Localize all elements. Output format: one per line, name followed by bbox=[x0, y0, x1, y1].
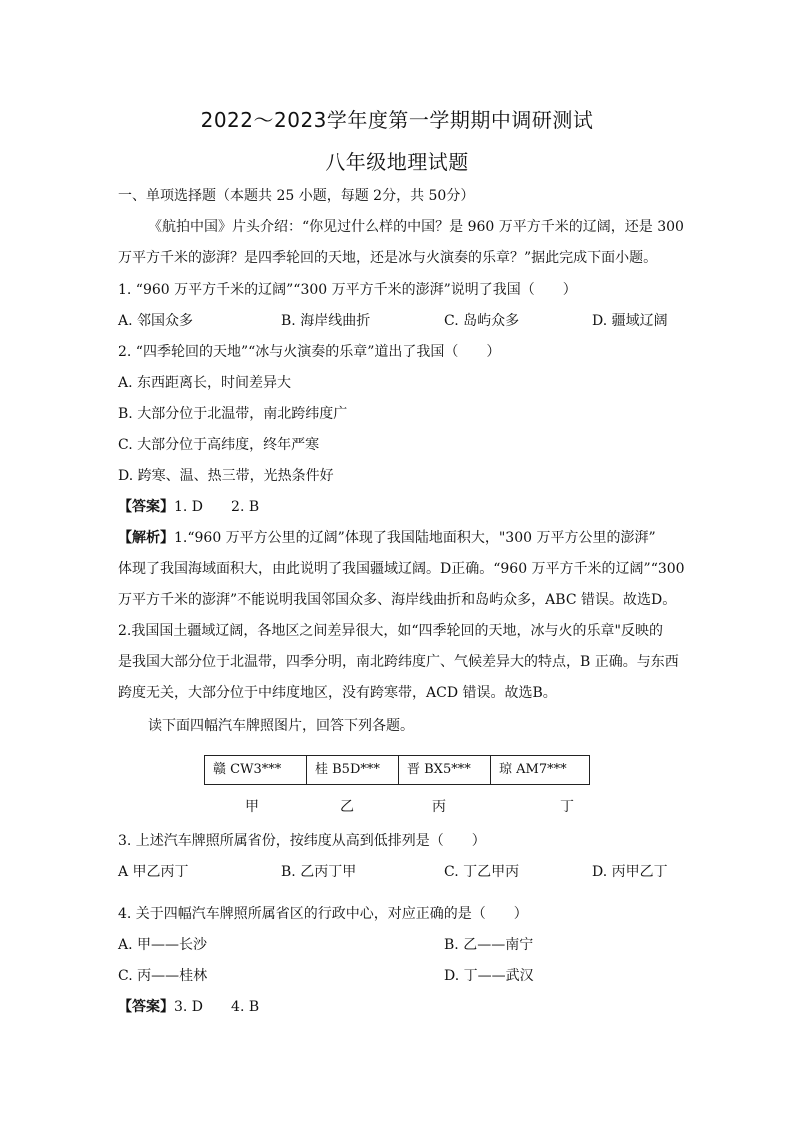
analysis-line-6: 跨度无关，大部分位于中纬度地区，没有跨寒带，ACD 错误。故选B。 bbox=[118, 685, 557, 701]
passage1-line1: 《航拍中国》片头介绍：“你见过什么样的中国？是 960 万平方千米的辽阔，还是 300 bbox=[148, 219, 684, 235]
page-subtitle: 八年级地理试题 bbox=[325, 150, 469, 174]
answer-block-2 bbox=[118, 997, 259, 1017]
license-plate-table bbox=[204, 755, 590, 785]
analysis-line-3: 万平方千米的澎湃”不能说明我国邻国众多、海岸线曲折和岛屿众多，ABC 错误。故选D。 bbox=[118, 592, 677, 608]
analysis-label: 【解析】 bbox=[118, 530, 174, 546]
question-4-stem: 4. 关于四幅汽车牌照所属省区的行政中心，对应正确的是（ ） bbox=[118, 906, 528, 922]
answer-block-1 bbox=[118, 497, 259, 517]
question-1-option-a: A. 邻国众多 bbox=[118, 313, 194, 329]
analysis-line-4: 2.我国国土疆域辽阔，各地区之间差异很大，如“四季轮回的天地，冰与火的乐章"反映的 bbox=[118, 623, 663, 639]
question-4-option-d: D. 丁——武汉 bbox=[444, 968, 534, 984]
question-1-option-b: B. 海岸线曲折 bbox=[281, 313, 371, 329]
analysis-line-1 bbox=[118, 528, 656, 548]
answer-text-2: 3. D 4. B bbox=[174, 999, 260, 1015]
answer-label: 【答案】 bbox=[118, 499, 174, 515]
question-3-option-a: A 甲乙丙丁 bbox=[118, 864, 189, 880]
answer-text: 1. D 2. B bbox=[174, 499, 260, 515]
question-2-option-c: C. 大部分位于高纬度，终年严寒 bbox=[118, 437, 320, 453]
question-1-stem: 1. “960 万平方千米的辽阔”“300 万平方千米的澎湃”说明了我国（ ） bbox=[118, 282, 577, 298]
section-heading: 一、单项选择题（本题共 25 小题，每题 2分，共 50分） bbox=[118, 188, 475, 204]
question-3-option-d: D. 丙甲乙丁 bbox=[592, 864, 668, 880]
question-3-option-c: C. 丁乙甲丙 bbox=[444, 864, 520, 880]
plate-label-jia: 甲 bbox=[245, 799, 259, 815]
analysis-line-2: 体现了我国海域面积大，由此说明了我国疆域辽阔。D正确。“960 万平方千米的辽阔”“300 bbox=[118, 561, 685, 577]
plate-label-bing: 丙 bbox=[432, 799, 446, 815]
analysis-line-5: 是我国大部分位于北温带，四季分明，南北跨纬度广、气候差异大的特点，B 正确。与东西 bbox=[118, 654, 679, 670]
passage1-line2: 万平方千米的澎湃？是四季轮回的天地，还是冰与火演奏的乐章？”据此完成下面小题。 bbox=[118, 250, 658, 266]
plate-jia: 赣 CW3*** bbox=[205, 756, 307, 784]
question-1-option-c: C. 岛屿众多 bbox=[444, 313, 520, 329]
analysis-text-1: 1.“960 万平方公里的辽阔”体现了我国陆地面积大，"300 万平方公里的澎湃” bbox=[174, 530, 656, 546]
plate-label-ding: 丁 bbox=[560, 799, 574, 815]
question-4-option-b: B. 乙——南宁 bbox=[444, 937, 534, 953]
passage2-text: 读下面四幅汽车牌照图片，回答下列各题。 bbox=[148, 718, 414, 734]
plate-yi: 桂 B5D*** bbox=[307, 756, 399, 784]
answer-label-2: 【答案】 bbox=[118, 999, 174, 1015]
question-2-option-d: D. 跨寒、温、热三带，光热条件好 bbox=[118, 468, 334, 484]
question-3-option-b: B. 乙丙丁甲 bbox=[281, 864, 357, 880]
page-title: 2022～2023学年度第一学期期中调研测试 bbox=[200, 108, 594, 132]
question-3-stem: 3. 上述汽车牌照所属省份，按纬度从高到低排列是（ ） bbox=[118, 833, 486, 849]
plate-label-yi: 乙 bbox=[340, 799, 354, 815]
question-1-option-d: D. 疆域辽阔 bbox=[592, 313, 668, 329]
plate-ding: 琼 AM7*** bbox=[499, 762, 567, 777]
question-4-option-a: A. 甲——长沙 bbox=[118, 937, 208, 953]
question-2-option-a: A. 东西距离长，时间差异大 bbox=[118, 375, 292, 391]
plate-bing: 晋 BX5*** bbox=[399, 756, 491, 784]
question-4-option-c: C. 丙——桂林 bbox=[118, 968, 208, 984]
question-2-stem: 2. “四季轮回的天地”“冰与火演奏的乐章”道出了我国（ ） bbox=[118, 344, 501, 360]
question-2-option-b: B. 大部分位于北温带，南北跨纬度广 bbox=[118, 406, 348, 422]
